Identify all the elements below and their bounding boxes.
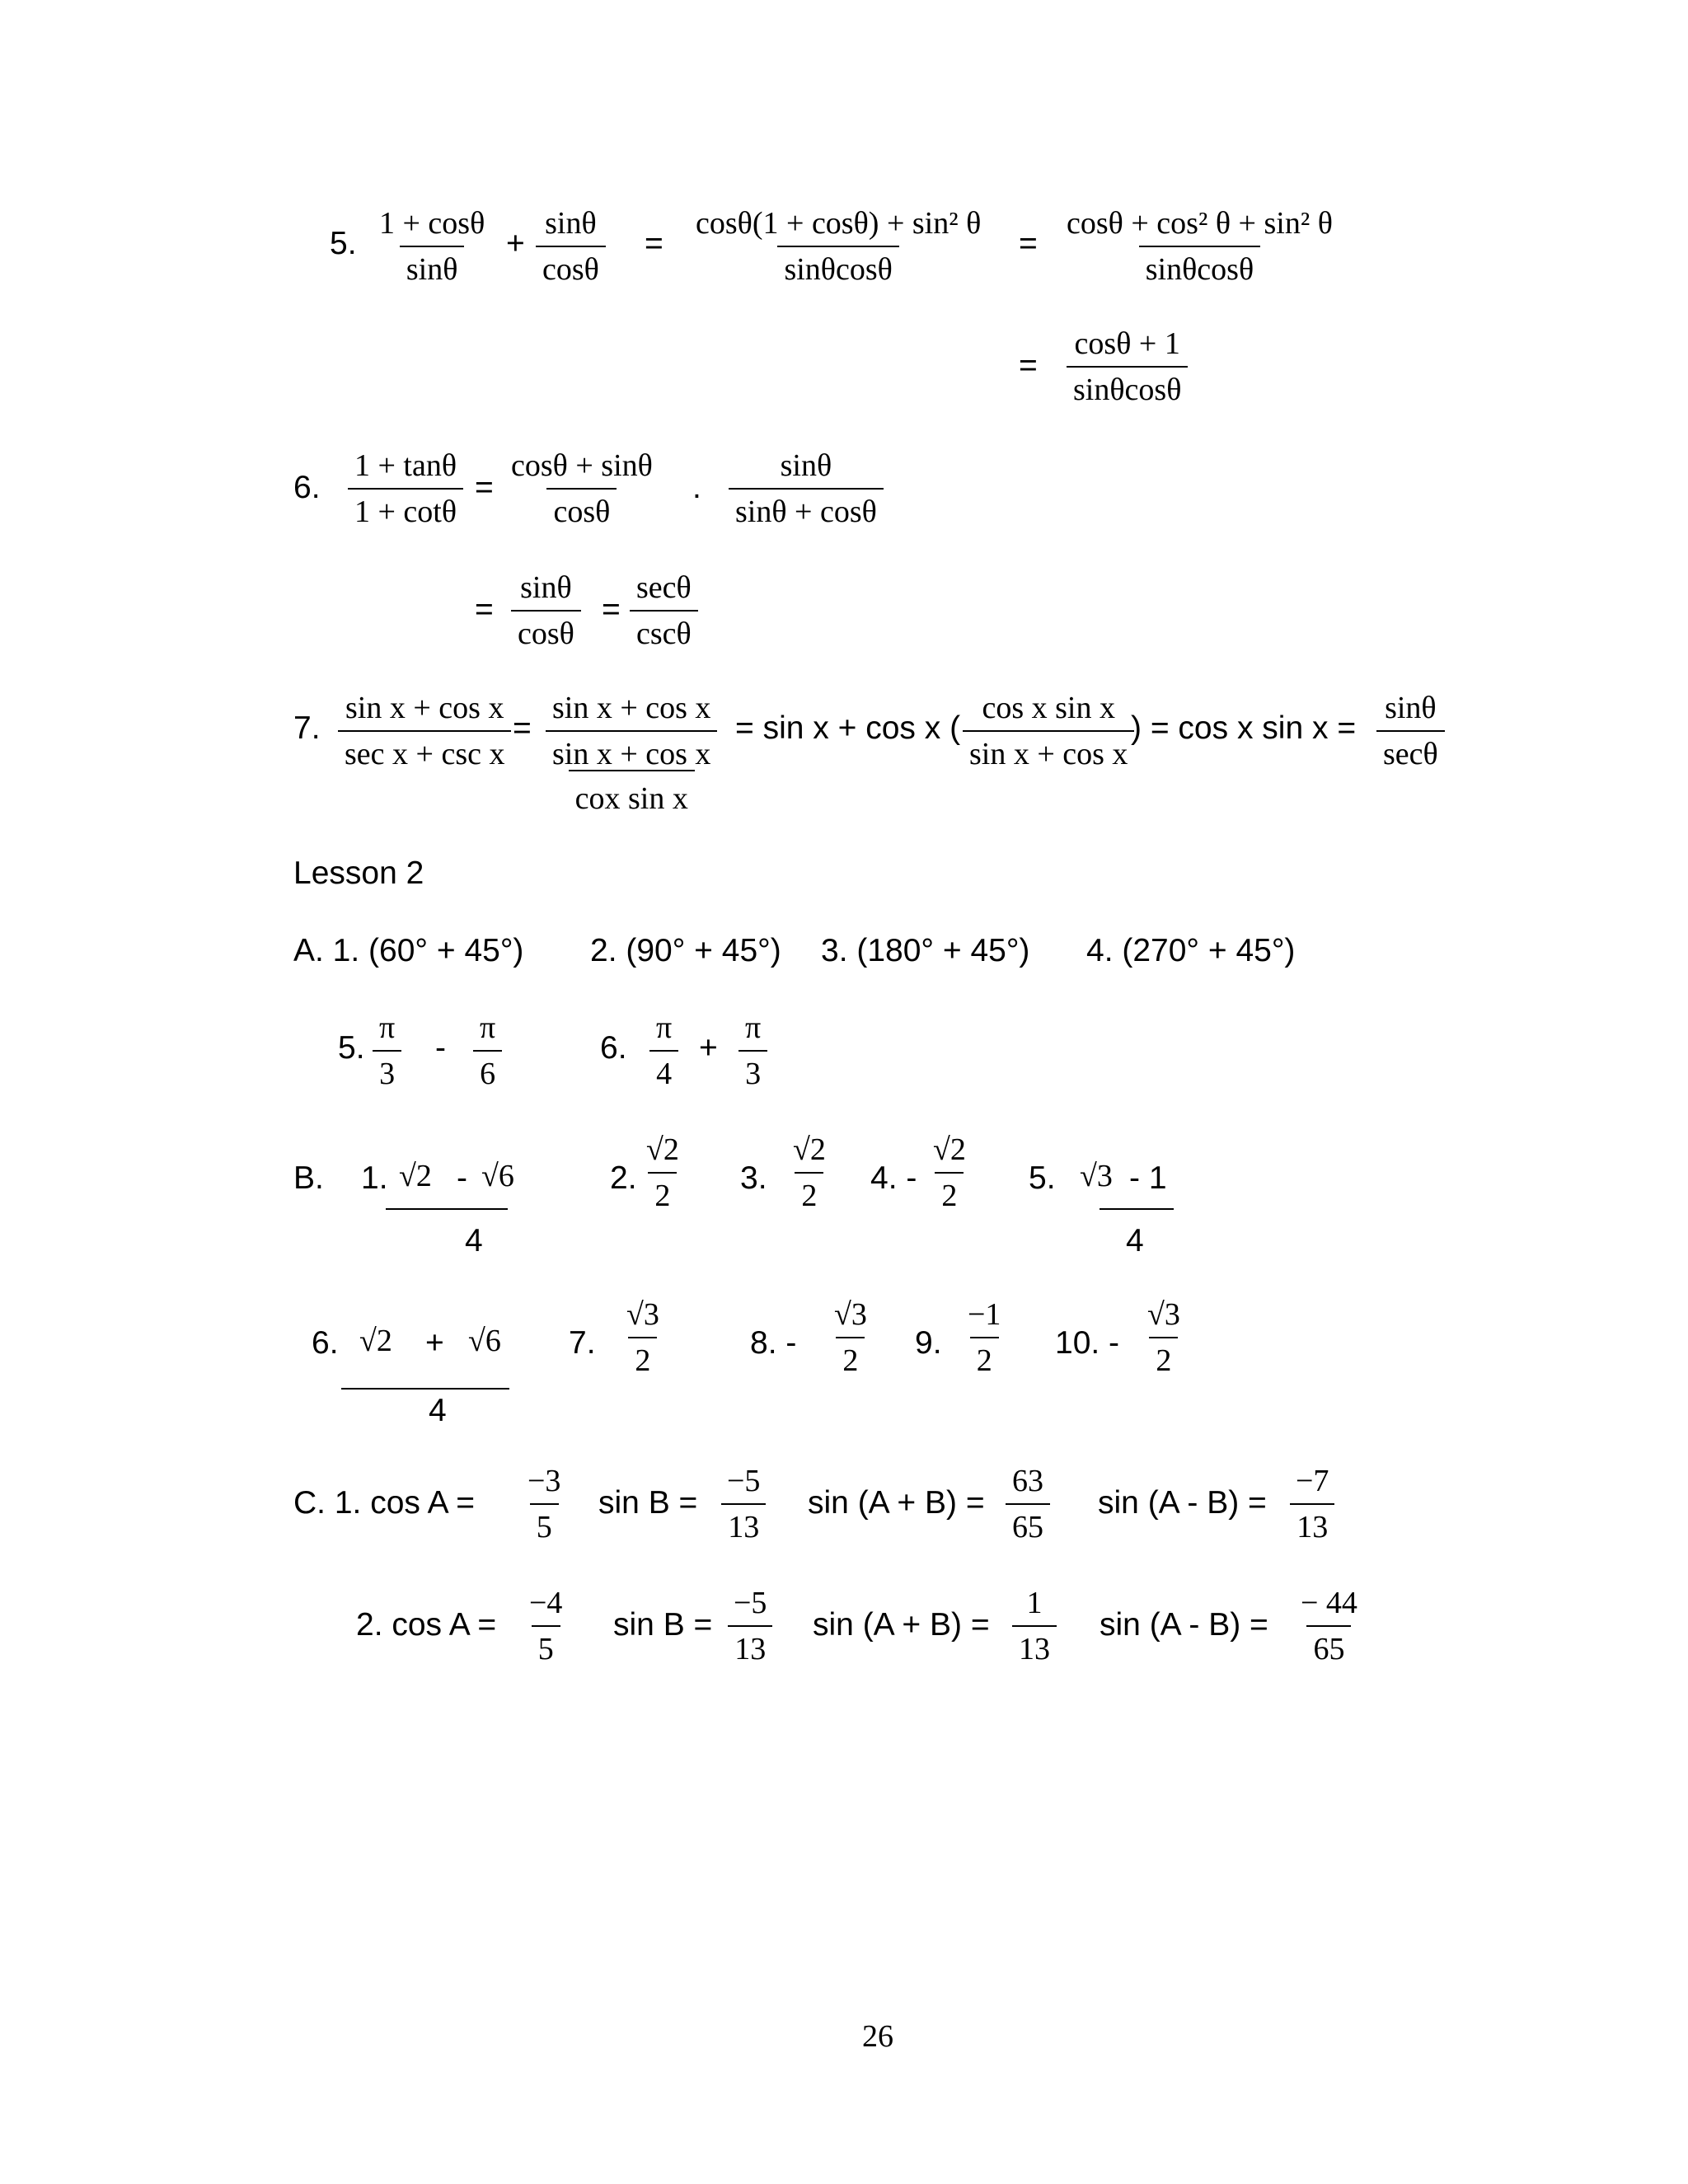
fraction: $\frac{\cos\theta + 1}{\sin\theta\cos\theta}$	[1067, 328, 1188, 405]
fraction: $\frac{\sin\theta}{\cos\theta}$	[511, 572, 581, 649]
answer-a-1: A. 1. (60° + 45°)	[293, 933, 524, 968]
fraction: $\frac{\pi}{3}$	[738, 1012, 767, 1090]
fraction: $\frac{-5}{13}$	[720, 1465, 767, 1543]
fraction: $\frac{1 + \tan\theta}{1 + \cot\theta}$	[348, 450, 463, 527]
label-text: sin B =	[598, 1485, 698, 1521]
fraction: $\frac{-7}{13}$	[1289, 1465, 1335, 1543]
row-label: 2. cos A =	[356, 1607, 497, 1643]
fraction-bar	[1100, 1208, 1174, 1210]
radical: √6	[481, 1159, 514, 1193]
fraction: $\frac{-5}{13}$	[727, 1587, 773, 1665]
fraction: $\frac{√2}{2}$	[646, 1132, 679, 1213]
fraction: $\frac{\text{cosθ(1 + cosθ) + sin² θ}}{\sin\theta\cos\theta}$	[696, 206, 982, 287]
item-number-6: 6.	[293, 470, 321, 505]
fraction: $\frac{\cos\theta + \sin\theta}{\cos\theta}$	[511, 448, 653, 529]
item-number: 5.	[338, 1030, 365, 1066]
row-label: C. 1. cos A =	[293, 1485, 476, 1521]
equals-sign: =	[1019, 348, 1038, 383]
denominator: 4	[465, 1223, 483, 1258]
answer-a-3: 3. (180° + 45°)	[821, 933, 1030, 968]
equals-sign: =	[513, 710, 532, 746]
fraction: $\frac{\text{cosθ + cos² θ + sin² θ}}{\sin\theta\cos\theta}$	[1067, 206, 1333, 287]
equals-sign: =	[645, 226, 663, 261]
fraction: $\frac{1}{13}$	[1012, 1587, 1057, 1665]
radical: √2	[359, 1324, 392, 1358]
fraction: sinθ secθ	[1376, 692, 1445, 770]
item-number: 2.	[610, 1160, 637, 1196]
section-label-b: B.	[293, 1160, 324, 1196]
item-number: 9.	[915, 1325, 942, 1361]
fraction: $\frac{√3}{2}$	[626, 1297, 659, 1378]
item-number: 6.	[312, 1325, 339, 1361]
item-number-7: 7.	[293, 710, 321, 746]
item-number: 8. -	[750, 1325, 797, 1361]
fraction-bar	[341, 1388, 509, 1390]
label-text: sin B =	[613, 1607, 713, 1643]
item-number: 3.	[740, 1160, 767, 1196]
equals-sign: =	[1019, 226, 1038, 261]
radical: √2	[399, 1159, 432, 1193]
label-text: sin (A - B) =	[1098, 1485, 1267, 1521]
plus-sign: +	[506, 226, 525, 261]
fraction: $\frac{1 + \cos\theta}{\sin\theta}$	[379, 206, 485, 287]
fraction: secθ cscθ	[630, 572, 698, 649]
answer-a-4: 4. (270° + 45°)	[1086, 933, 1296, 968]
plus-sign: +	[425, 1325, 444, 1361]
equals-sign: =	[475, 470, 494, 505]
expression-text: = sin x + cos x (	[735, 710, 961, 746]
fraction: $\frac{-4}{5}$	[529, 1586, 563, 1666]
fraction: $\frac{63}{65}$	[1006, 1465, 1050, 1543]
item-number: 4. -	[870, 1160, 917, 1196]
minus-sign: -	[457, 1160, 467, 1196]
fraction: $\frac{\sin\theta}{\cos\theta}$	[536, 208, 606, 285]
compound-fraction: sin x + cos x sin x + cos x cox sin x	[546, 692, 717, 814]
label-text: sin (A + B) =	[813, 1607, 990, 1643]
item-number-5: 5.	[330, 226, 357, 261]
radical: √3	[1080, 1159, 1113, 1193]
fraction: $\frac{- 44}{65}$	[1301, 1586, 1357, 1666]
label-text: sin (A - B) =	[1100, 1607, 1268, 1643]
plus-sign: +	[699, 1030, 718, 1066]
denominator: 4	[1126, 1223, 1144, 1258]
item-number: 6.	[600, 1030, 627, 1066]
fraction: $\frac{√2}{2}$	[933, 1132, 966, 1213]
item-number: 7.	[569, 1325, 596, 1361]
multiply-dot: .	[692, 470, 701, 505]
expression-text: ) = cos x sin x =	[1131, 710, 1357, 746]
label-text: sin (A + B) =	[808, 1485, 985, 1521]
item-number: 1.	[361, 1160, 388, 1196]
item-number: 10. -	[1055, 1325, 1120, 1361]
fraction: sin x + cos x sec x + csc x	[338, 692, 511, 770]
fraction: $\frac{\pi}{6}$	[473, 1012, 502, 1090]
expression-text: - 1	[1129, 1160, 1167, 1196]
fraction: $\frac{√3}{2}$	[1147, 1297, 1180, 1378]
fraction: $\frac{√2}{2}$	[793, 1132, 826, 1213]
fraction: $\frac{\pi}{3}$	[373, 1012, 401, 1090]
fraction: $\frac{\sin\theta}{\sin\theta + \cos\theta}$	[729, 450, 884, 527]
fraction: $\frac{\text{cos x sin x}}{\text{sin x + cos x}}$	[963, 692, 1134, 770]
equals-sign: =	[602, 592, 621, 627]
page-number: 26	[862, 2019, 893, 2054]
denominator: 4	[429, 1393, 447, 1428]
fraction: $\frac{-3}{5}$	[528, 1464, 561, 1544]
fraction-bar	[386, 1208, 508, 1210]
minus-sign: -	[435, 1030, 446, 1066]
section-heading: Lesson 2	[293, 855, 424, 891]
fraction: $\frac{-1}{2}$	[968, 1297, 1001, 1378]
fraction: $\frac{√3}{2}$	[834, 1297, 867, 1378]
answer-a-2: 2. (90° + 45°)	[590, 933, 781, 968]
radical: √6	[468, 1324, 501, 1358]
equals-sign: =	[475, 592, 494, 627]
fraction: $\frac{\pi}{4}$	[649, 1012, 678, 1090]
item-number: 5.	[1029, 1160, 1056, 1196]
